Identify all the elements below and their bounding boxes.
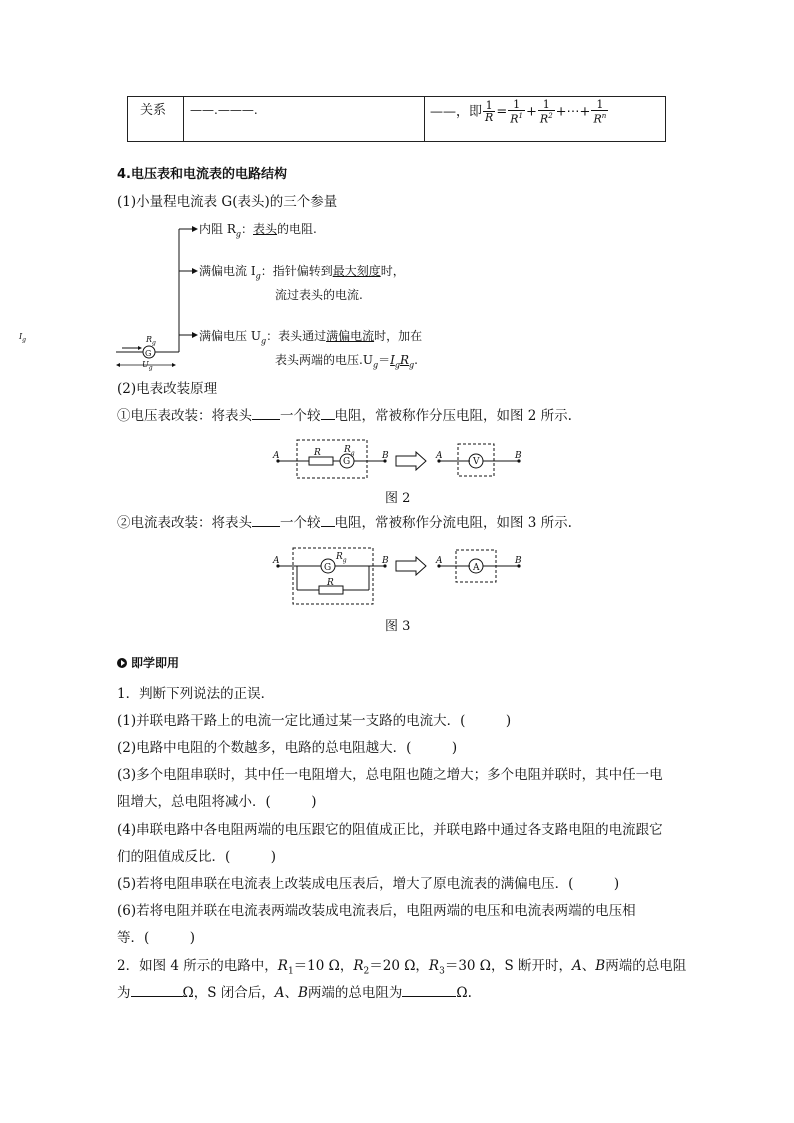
ellipsis: +⋯+ [555, 104, 591, 120]
plus: + [525, 104, 537, 120]
fig2-V: V [473, 457, 480, 467]
practice-q1: 1．判断下列说法的正误． [117, 686, 275, 702]
fig2-G: G [343, 457, 351, 467]
practice-item-6b: 等．( ) [117, 930, 196, 946]
parallel-formula [430, 99, 609, 125]
answer-blank-1[interactable] [131, 984, 183, 997]
ig-label: $I_g$ [19, 332, 27, 344]
table-divider [424, 97, 425, 141]
section4-sub1: (1)小量程电流表 G(表头)的三个参量 [117, 194, 338, 210]
fig2-caption: 图 2 [385, 491, 411, 506]
equals: = [496, 104, 508, 120]
play-icon [117, 658, 127, 668]
fig3-ammeter: A [473, 563, 480, 573]
parallel-prefix: ——，即 [430, 104, 483, 120]
practice-item-6: (6)若将电阻并联在电流表两端改装成电流表后，电阻两端的电压和电流表两端的电压相 [117, 903, 636, 919]
practice-q2-line2: 为 Ω，S 闭合后，A、B两端的总电阻为 Ω. [117, 985, 472, 1001]
voltmeter-text: ①电压表改装：将表头 一个较 电阻，常被称作分压电阻，如图 2 所示. [117, 408, 572, 424]
frac-t1: $\frac{1}{R^1}$ [510, 98, 523, 126]
practice-heading-row [117, 654, 179, 671]
param-resistance: 内阻 $R_g$：表头的电阻. [199, 222, 317, 239]
fig2-Rg: $R_g$ [344, 445, 355, 457]
practice-item-1: (1)并联电路干路上的电流一定比通过某一支路的电流大．( ) [117, 713, 512, 729]
param-current: 满偏电流 $I_g$：指针偏转到最大刻度时， [199, 264, 405, 281]
relation-table [127, 96, 666, 142]
fig3-caption: 图 3 [385, 619, 411, 634]
g-symbol: G [145, 349, 152, 358]
practice-item-2: (2)电路中电阻的个数越多，电路的总电阻越大．( ) [117, 740, 458, 756]
fig2-B2: B [515, 451, 522, 461]
row-label-cell [128, 97, 184, 141]
fig2-A2: A [436, 451, 443, 461]
row-label: 关系 [140, 103, 167, 118]
param-voltage-line2: 表头两端的电压$.U_g=I_gR_g$. [275, 353, 418, 370]
frac-lhs: $\frac{1}{R}$ [485, 99, 494, 125]
section4-sub2: (2)电表改装原理 [117, 381, 218, 397]
fig3-R: R [327, 578, 334, 588]
section4-heading: 4.电压表和电流表的电路结构 [117, 167, 287, 182]
series-blank: ——.———. [190, 103, 258, 117]
fig2-R: R [314, 448, 321, 458]
figure2-diagram [268, 436, 530, 484]
fig3-B: B [382, 556, 389, 566]
practice-item-3: (3)多个电阻串联时，其中任一电阻增大，总电阻也随之增大；多个电阻并联时，其中任一电 [117, 767, 663, 783]
frac-tn: $\frac{1}{R^n}$ [593, 98, 607, 126]
frac-t2: $\frac{1}{R^2}$ [539, 98, 553, 126]
param-voltage: 满偏电压 $U_g$：表头通过满偏电流时，加在 [199, 329, 423, 346]
figure3-diagram [268, 544, 530, 606]
answer-blank-2[interactable] [402, 984, 456, 997]
ug-label: $U_g$ [142, 360, 153, 372]
ammeter-text: ②电流表改装：将表头 一个较 电阻，常被称作分流电阻，如图 3 所示. [117, 515, 572, 531]
fig3-G: G [324, 563, 332, 573]
fig3-B2: B [515, 556, 522, 566]
practice-item-5: (5)若将电阻串联在电流表上改装成电压表后，增大了原电流表的满偏电压．( ) [117, 876, 620, 892]
fig3-A: A [273, 556, 280, 566]
rg-label: $R_g$ [146, 335, 156, 347]
fig2-A: A [273, 451, 280, 461]
practice-item-3b: 阻增大，总电阻将减小．( ) [117, 794, 317, 810]
fig2-B: B [382, 451, 389, 461]
fig3-Rg: $R_g$ [336, 552, 347, 564]
practice-q2-line1: 2．如图 4 所示的电路中，$R_1=10$ Ω，$R_2=20$ Ω，$R_3=30$ Ω，S 断开时，A、B两端的总电阻 [117, 958, 687, 977]
practice-item-4: (4)串联电路中各电阻两端的电压跟它的阻值成正比，并联电路中通过各支路电阻的电流跟它 [117, 822, 663, 838]
practice-item-4b: 们的阻值成反比．( ) [117, 849, 277, 865]
param-current-line2: 流过表头的电流. [275, 288, 363, 302]
practice-heading: 即学即用 [131, 656, 180, 670]
fig3-A2: A [436, 556, 443, 566]
